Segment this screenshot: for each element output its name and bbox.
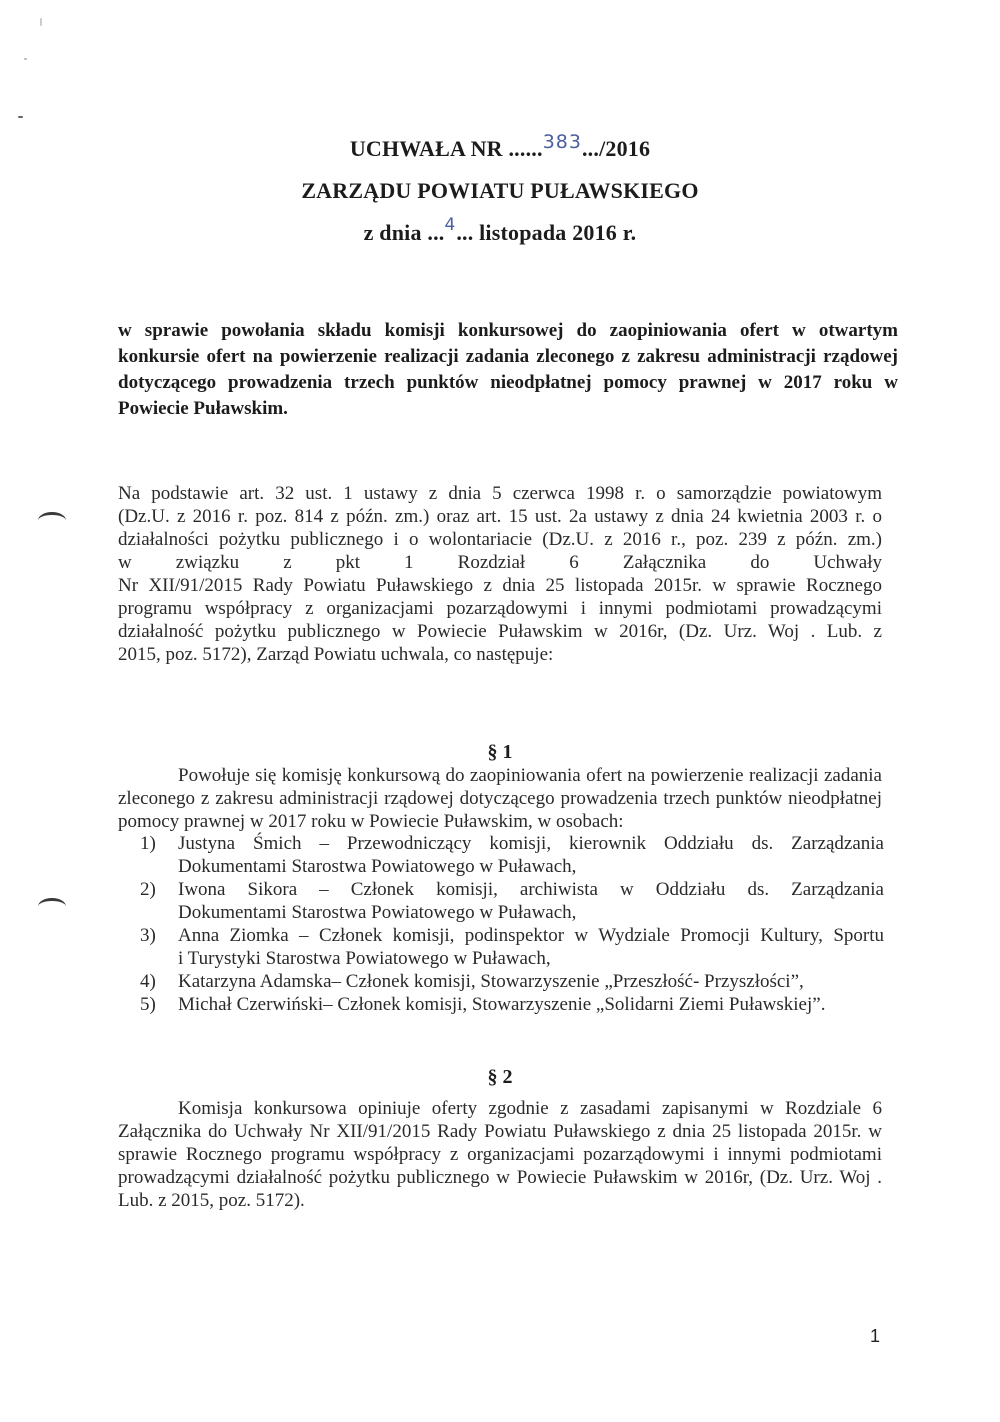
date-label: z dnia — [363, 220, 428, 245]
resolution-title — [0, 128, 1000, 254]
page-number: 1 — [869, 1326, 880, 1346]
section-1-mark: § 1 — [487, 741, 513, 763]
legal-basis-line: działalności pożytku publicznego i o wolontariacie (Dz.U. z 2016 r., poz. 239 z późn. zm.) — [118, 529, 882, 550]
issuing-body: ZARZĄDU POWIATU PUŁAWSKIEGO — [301, 178, 699, 203]
scan-speck — [18, 116, 23, 118]
member-description: Katarzyna Adamska– Członek komisji, Stowarzyszenie „Przeszłość- Przyszłości”, — [178, 971, 804, 992]
list-item-number: 3) — [140, 925, 156, 946]
list-item-number: 2) — [140, 879, 156, 900]
list-item — [140, 970, 884, 993]
section-2-mark: § 2 — [487, 1066, 513, 1088]
resolution-subject: w sprawie powołania składu komisji konkursowej do zaopiniowania ofert w otwartym konkursie ofert na powierzenie realizacji zadania zleconego z zakresu administracji rządowej dotyczącego prowadzenia trzech punktów nieodpłatnej pomocy prawnej w 2017 roku w Powiecie Puławskim. — [118, 320, 898, 419]
member-description: Michał Czerwiński– Członek komisji, Stowarzyszenie „Solidarni Ziemi Puławskiej”. — [178, 994, 826, 1015]
dots: ...... — [508, 136, 543, 161]
member-description: Iwona Sikora – Członek komisji, archiwista w Oddziału ds. Zarządzania — [178, 879, 884, 900]
list-item-number: 1) — [140, 833, 156, 854]
handwritten-resolution-number: 383 — [542, 131, 582, 153]
date-month-year: listopada 2016 r. — [473, 220, 637, 245]
member-description-cont: Dokumentami Starostwa Powiatowego w Puławach, — [178, 856, 577, 877]
scan-speck — [24, 58, 27, 60]
legal-basis-line: w związku z pkt 1 Rozdział 6 Załącznika do Uchwały — [118, 552, 882, 573]
list-item — [140, 993, 884, 1016]
dots: ... — [456, 220, 474, 245]
legal-basis-line: Nr XII/91/2015 Rady Powiatu Puławskiego z dnia 25 listopada 2015r. w sprawie Rocznego — [118, 575, 882, 596]
member-description: Anna Ziomka – Członek komisji, podinspektor w Wydziale Promocji Kultury, Sportu — [178, 925, 884, 946]
list-item-number: 5) — [140, 994, 156, 1015]
section-1-intro-text: Powołuje się komisję konkursową do zaopiniowania ofert na powierzenie realizacji zadania zleconego z zakresu administracji rządowej dotyczącego prowadzenia trzech punktów nieodpłatnej pomocy prawnej w 2017 roku w Powiecie Puławskim, w osobach: — [118, 765, 882, 832]
legal-basis-line: działalność pożytku publicznego w Powiecie Puławskim w 2016r, (Dz. Urz. Woj . Lub. z — [118, 621, 882, 642]
committee-members-list — [140, 832, 884, 1016]
member-description: Justyna Śmich – Przewodniczący komisji, kierownik Oddziału ds. Zarządzania — [178, 833, 884, 854]
handwritten-day: 4 — [444, 215, 457, 235]
resolution-date-line — [0, 212, 1000, 254]
legal-basis-line: Na podstawie art. 32 ust. 1 ustawy z dnia 5 czerwca 1998 r. o samorządzie powiatowym — [118, 483, 882, 504]
list-item — [140, 832, 884, 878]
list-item — [140, 878, 884, 924]
resolution-number-line — [0, 128, 1000, 170]
punch-hole-mark — [38, 512, 66, 529]
resolution-year: /2016 — [599, 136, 651, 161]
dots: ... — [427, 220, 445, 245]
member-description-cont: i Turystyki Starostwa Powiatowego w Puławach, — [178, 948, 551, 969]
list-item-number: 4) — [140, 971, 156, 992]
section-2-text: Komisja konkursowa opiniuje oferty zgodnie z zasadami zapisanymi w Rozdziale 6 Załącznika do Uchwały Nr XII/91/2015 Rady Powiatu Puławskiego z dnia 25 listopada 2015r. w sprawie Rocznego programu współpracy z organizacjami pozarządowymi i innymi podmiotami prowadzącymi działalność pożytku publicznego w Powiecie Puławskim w 2016r, (Dz. Urz. Woj . Lub. z 2015, poz. 5172). — [118, 1098, 882, 1211]
list-item — [140, 924, 884, 970]
legal-basis-line: programu współpracy z organizacjami pozarządowymi i innymi podmiotami prowadzącymi — [118, 598, 882, 619]
scan-speck — [40, 18, 42, 26]
legal-basis-last-line: 2015, poz. 5172), Zarząd Powiatu uchwala, co następuje: — [118, 644, 554, 665]
legal-basis-line: (Dz.U. z 2016 r. poz. 814 z późn. zm.) oraz art. 15 ust. 2a ustawy z dnia 24 kwietnia 2003 r. o — [118, 506, 882, 527]
section-2-paragraph — [118, 1097, 882, 1212]
legal-basis-paragraph — [118, 482, 882, 666]
section-1-intro — [118, 764, 882, 833]
dots: ... — [581, 136, 600, 161]
punch-hole-mark — [38, 898, 66, 915]
member-description-cont: Dokumentami Starostwa Powiatowego w Puławach, — [178, 902, 577, 923]
resolution-label: UCHWAŁA NR — [349, 136, 509, 161]
